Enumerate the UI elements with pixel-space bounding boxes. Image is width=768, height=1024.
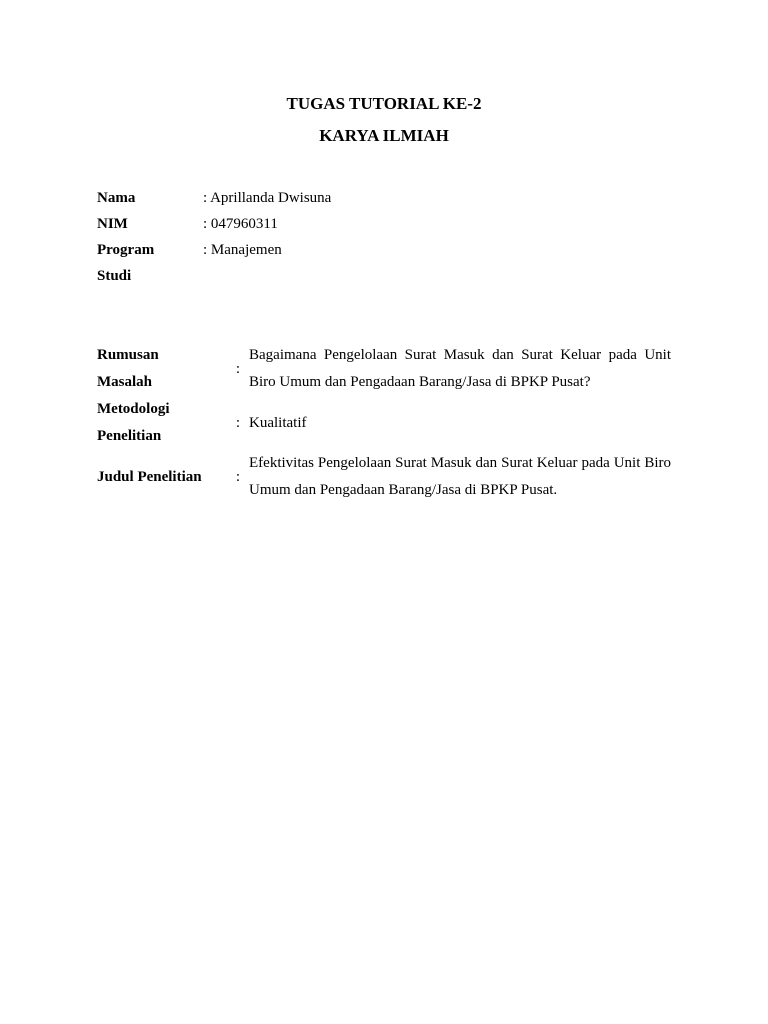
value-metodologi: Kualitatif [249,414,307,431]
student-identity [97,185,677,289]
label-nim: NIM [97,216,128,232]
value-program-studi: : Manajemen [203,242,282,258]
research-details [97,342,671,504]
label-rumusan-masalah [97,342,227,396]
separator-colon: : [235,468,241,485]
label-nama: Nama [97,190,136,206]
identity-row-nama [97,185,677,211]
separator-colon: : [235,414,241,431]
detail-row-judul-penelitian [97,450,671,504]
value-judul-penelitian: Efektivitas Pengelolaan Surat Masuk dan Surat Keluar pada Unit Biro Umum dan Pengadaan Barang/Jasa di BPKP Pusat. [249,455,671,498]
detail-row-metodologi [97,396,671,450]
label-studi: Studi [97,268,132,284]
value-nama: : Aprillanda Dwisuna [203,190,332,206]
identity-row-program-studi [97,237,677,289]
label-metodologi-penelitian [97,396,227,450]
identity-row-nim [97,211,677,237]
value-nim: : 047960311 [203,216,278,232]
label-penelitian: Penelitian [97,428,162,444]
label-judul-penelitian: Judul Penelitian [97,468,202,485]
label-metodologi: Metodologi [97,401,170,417]
label-program-studi [97,237,203,289]
value-rumusan-masalah: Bagaimana Pengelolaan Surat Masuk dan Surat Keluar pada Unit Biro Umum dan Pengadaan Barang/Jasa di BPKP Pusat? [249,347,671,390]
document-title: TUGAS TUTORIAL KE-2 [286,94,482,113]
document-subtitle: KARYA ILMIAH [319,126,449,145]
label-program: Program [97,242,155,258]
separator-colon: : [235,360,241,377]
label-masalah: Masalah [97,374,153,390]
detail-row-rumusan-masalah [97,342,671,396]
label-rumusan: Rumusan [97,347,159,363]
